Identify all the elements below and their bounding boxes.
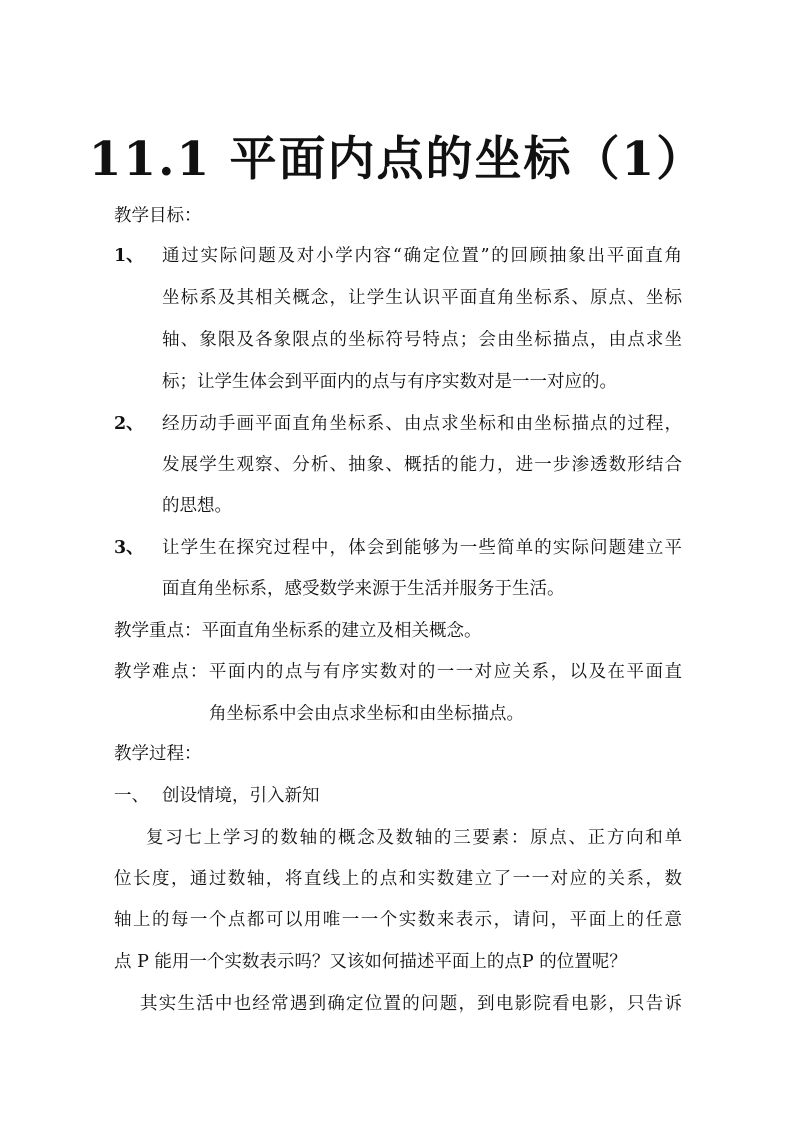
paragraph-1-line-2: 位长度，通过数轴，将直线上的点和实数建立了一一对应的关系，数 (114, 869, 682, 889)
paragraph-1-line-4: 点 P 能用一个实数表示吗？又该如何描述平面上的点P 的位置呢？ (114, 952, 627, 972)
paragraph-1-line-1: 复习七上学习的数轴的概念及数轴的三要素：原点、正方向和单 (146, 828, 682, 848)
difficulty-line-1: 教学难点：平面内的点与有序实数对的一一对应关系，以及在平面直 (114, 662, 682, 682)
objective-3-number: 3、 (114, 538, 144, 558)
objective-1-number: 1、 (114, 246, 144, 266)
objective-1-line-1: 通过实际问题及对小学内容“确定位置”的回顾抽象出平面直角 (162, 246, 682, 266)
section-1-title: 创设情境，引入新知 (162, 786, 320, 806)
objective-1-line-4: 标；让学生体会到平面内的点与有序实数对是一一对应的。 (162, 372, 617, 392)
objective-3-line-1: 让学生在探究过程中，体会到能够为一些简单的实际问题建立平 (162, 538, 682, 558)
page-title: 11.1 平面内点的坐标（1） (88, 132, 706, 187)
difficulty-line-2: 角坐标系中会由点求坐标和由坐标描点。 (209, 704, 524, 724)
objective-2-line-2: 发展学生观察、分析、抽象、概括的能力，进一步渗透数形结合 (162, 455, 682, 475)
objective-1-line-2: 坐标系及其相关概念，让学生认识平面直角坐标系、原点、坐标 (162, 288, 682, 308)
paragraph-1-line-3: 轴上的每一个点都可以用唯一一个实数来表示，请问，平面上的任意 (114, 910, 682, 930)
key-point: 教学重点：平面直角坐标系的建立及相关概念。 (114, 621, 482, 641)
objective-1-line-3: 轴、象限及各象限点的坐标符号特点；会由坐标描点，由点求坐 (162, 330, 682, 350)
objective-2-line-1: 经历动手画平面直角坐标系、由点求坐标和由坐标描点的过程， (162, 414, 682, 434)
objective-3-line-2: 面直角坐标系，感受数学来源于生活并服务于生活。 (162, 579, 565, 599)
objectives-heading: 教学目标： (114, 206, 202, 226)
objective-2-number: 2、 (114, 414, 144, 434)
section-1-number: 一、 (114, 786, 149, 806)
paragraph-2-line-1: 其实生活中也经常遇到确定位置的问题，到电影院看电影，只告诉 (140, 994, 682, 1014)
process-heading: 教学过程： (114, 744, 202, 764)
objective-2-line-3: 的思想。 (162, 496, 232, 516)
